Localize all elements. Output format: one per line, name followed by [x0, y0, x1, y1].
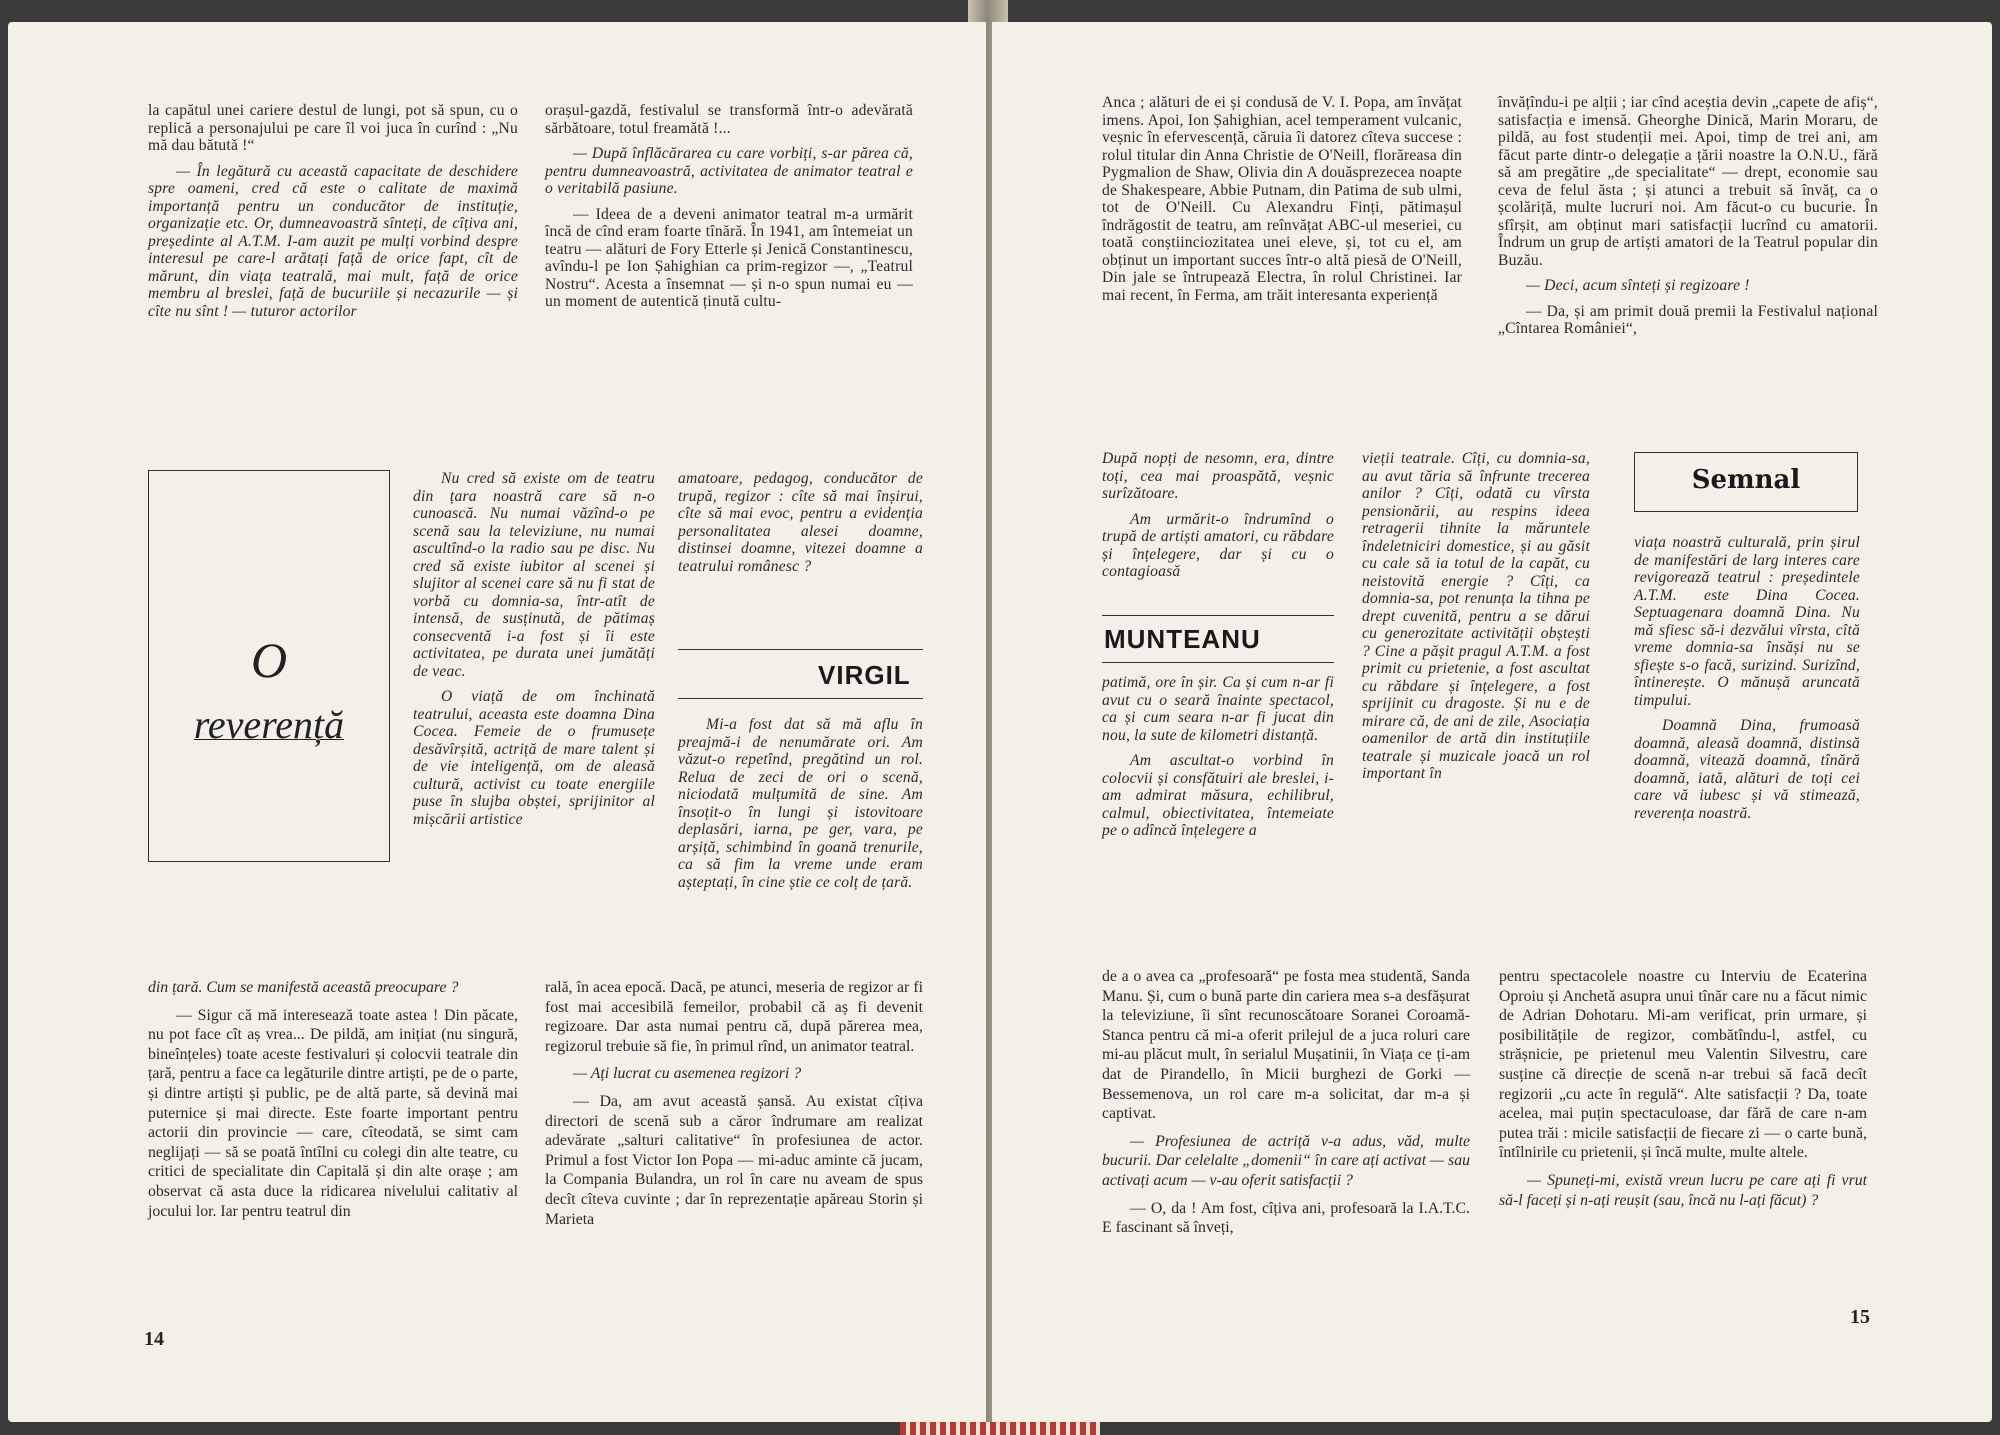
divider: [1102, 615, 1334, 616]
author-first-name: VIRGIL: [818, 660, 911, 690]
paragraph: Doamnă Dina, frumoasă doamnă, aleasă doamnă, distinsă doamnă, vitează doamnă, tînără doamnă, iată, alături de toți cei care vă iubesc și vă stimează, reverența noastră.: [1634, 717, 1860, 822]
right-top-column-1: [1102, 94, 1462, 312]
paragraph: — O, da ! Am fost, cîțiva ani, profesoară la I.A.T.C. E fascinant să înveți,: [1102, 1199, 1470, 1237]
left-top-column-2: [545, 102, 913, 319]
feature-column-1: [413, 470, 655, 836]
page-number: 15: [1850, 1306, 1870, 1328]
left-bottom-column-1: [148, 978, 518, 1229]
question: — Spuneți-mi, există vreun lucru pe care ați fi vrut să-l faceți și n-ați reușit (sau, încă nu l-ați făcut) ?: [1499, 1171, 1867, 1209]
paragraph: de a o avea ca „profesoară“ pe fosta mea studentă, Sanda Manu. Și, cum o bună parte din cariera mea s-a desfășurat la televiziune, îi sînt recunoscătoare Soranei Coroamă-Stanca pentru că mi-a oferit prilejul de a juca roluri care mi-au plăcut mult, în serialul Mușatinii, în Viața ce ți-am dat de Pirandello, în Micii burghezi de Gorki — Bessemenova, un rol care m-a solicitat, dar m-a și captivat.: [1102, 968, 1470, 1123]
left-top-column-1: [148, 102, 518, 328]
paragraph: pentru spectacolele noastre cu Interviu de Ecaterina Oproiu și Anchetă asupra unui tînăr care nu a făcut nimic de Adrian Dohotaru. Mi-am verificat, prin urmare, și posibilitățile de regizor, combătîndu-l, astfel, cu strășnicie, pe prietenul meu Valentin Silvestru, care susține că direcție de scenă n-ar trebui să facă decît regizorii „cu acte în regulă“. Alte satisfacții ? Da, toate acelea, mai puțin spectaculoase, dar fără de care n-am putea trăi : micile satisfacții de fiecare zi — o carte bună, întîlnirile cu prietenii, și încă multe, multe altele.: [1499, 968, 1867, 1162]
bookmark-ribbon: [900, 1422, 1100, 1435]
paragraph: — Da, am avut această șansă. Au existat cîțiva directori de scenă sub a căror îndrumare am realizat adevărate „salturi calitative“ în profesiunea de actor. Primul a fost Victor Ion Popa — mi-aduc aminte că jucam, la Compania Bulandra, un rol în care nu aveam de spus decît cîteva cuvinte ; dar în reprezentație apăreau Storin și Marieta: [545, 1092, 923, 1228]
feature-column-2: [678, 470, 923, 583]
paragraph: patimă, ore în șir. Ca și cum n-ar fi avut cu o seară înainte spectacol, ca și cum seara n-ar fi jucat din nou, la sute de kilometri distanță.: [1102, 674, 1334, 744]
author-last-name: MUNTEANU: [1104, 624, 1261, 654]
paragraph: Mi-a fost dat să mă aflu în preajmă-i de nenumărate ori. Am văzut-o repetînd, pregătind un rol. Relua de zeci de ori o scenă, niciodată mulțumită de sine. Am însoțit-o în lungi și istovitoare deplasări, iarna, pe ger, vara, pe arșiță, schimbind în goană trenurile, ca să fim la vreme unde eram așteptați, în cine știe ce colț de țară.: [678, 716, 923, 891]
question: din țară. Cum se manifestă această preocupare ?: [148, 979, 459, 996]
paragraph: vieții teatrale. Cîți, cu domnia-sa, au avut tăria să înfrunte trecerea anilor ? Cîți, odată cu vîrsta pensionării, au respins ideea retragerii tihnite la măruntele îndeletniciri domestice, și au găsit cu cale să ia totul de la capăt, cu neistovită energie ? Cîți, ca domnia-sa, pot renunța la tihna pe drept cuvenită, pentru a se dărui cu generozitate activității obștești ? Cine a pășit pragul A.T.M. a fost primit cu prietenie, a fost ascultat cu răbdare și înțelegere, a fost sprijinit cu dragoste. Și nu e de mirare că, de ani de zile, Asociația oamenilor de artă din instituțiile teatrale și muzicale joacă un rol important în: [1362, 450, 1590, 782]
paragraph: O viață de om închinată teatrului, aceasta este doamna Dina Cocea. Femeie de o frumusețe desăvîrșită, actriță de mare talent și de vie inteligență, om de aleasă cultură, activist cu toate energiile puse în slujba obștei, sprijinitor al mișcării artistice: [413, 688, 655, 828]
left-page: [8, 22, 986, 1422]
left-bottom-column-2: [545, 978, 923, 1237]
paragraph: După nopți de nesomn, era, dintre toți, cea mai proaspătă, veșnic surîzătoare.: [1102, 450, 1334, 502]
page-number: 14: [144, 1328, 164, 1350]
feature-column-1b: [1102, 674, 1334, 848]
paragraph: viața noastră culturală, prin șirul de manifestări de larg interes care revigorează teatrul : președintele A.T.M. este Dina Cocea. Septuagenara doamnă Dina. Nu mă sfiesc să-i dezvălui vîrsta, cîtă vreme domnia-sa însăși nu se sfiește s-o facă, surizind. Surizînd, întinerește. O mănușă aruncată timpului.: [1634, 534, 1860, 709]
question: — După înflăcărarea cu care vorbiți, s-ar părea că, pentru dumneavoastră, activitatea de animator teatral e o veritabilă pasiune.: [545, 145, 913, 197]
divider: [678, 698, 923, 699]
paragraph: Am urmărit-o îndrumînd o trupă de artiști amatori, cu răbdare și înțelegere, dar și cu o contagioasă: [1102, 510, 1334, 580]
right-bottom-column-2: [1499, 967, 1867, 1218]
paragraph: amatoare, pedagog, conducător de trupă, regizor : cîte să mai înșirui, cîte să mai evoc, pentru a evidenția personalitatea alesei doamne, distinsei doamne, vitezei doamne a teatrului românesc ?: [678, 470, 923, 575]
article-title-reverenta: reverență: [193, 702, 345, 747]
divider: [1102, 662, 1334, 663]
paragraph: învățîndu-i pe alții ; iar cînd aceștia devin „capete de afiș“, satisfacția e imensă. Gheorghe Dinică, Marin Moraru, de pildă, au fost studenții mei. Apoi, timp de trei ani, am făcut parte dintr-o delegație a țării noastre la O.N.U., fără să am pregătire „de specialitate“ — drept, economie sau ceva de felul ăsta ; și atunci a trebuit să învăț, ca o școlăriță, multe lucruri noi. Am făcut-o cu bucurie. În sfîrșit, am obținut mari satisfacții lucrînd cu amatorii. Îndrum un grup de artiști amatori de la Teatrul popular din Buzău.: [1498, 94, 1878, 269]
right-top-column-2: [1498, 94, 1878, 346]
paragraph: rală, în acea epocă. Dacă, pe atunci, meseria de regizor ar fi fost mai accesibilă femeilor, probabil că aș fi devenit regizoare. Dar asta numai pentru că, după părerea mea, regizorul trebuie să fie, în primul rînd, un animator teatral.: [545, 979, 923, 1055]
paragraph: — Da, și am primit două premii la Festivalul național „Cîntarea României“,: [1498, 302, 1878, 337]
paragraph: Am ascultat-o vorbind în colocvii și consfătuiri ale breslei, i-am admirat măsura, echilibrul, calmul, obiectivitatea, întemeiate pe o adîncă înțelegere a: [1102, 752, 1334, 839]
feature-column-2b: [678, 716, 923, 899]
paragraph: la capătul unei cariere destul de lungi, pot să spun, cu o replică a personajului pe care îl voi juca în curînd : „Nu mă dau bătută !“: [148, 102, 518, 154]
paragraph: Nu cred să existe om de teatru din țara noastră care să n-o cunoască. Nu numai văzînd-o pe scenă sau la televiziune, nu numai ascultînd-o la radio sau pe disc. Nu cred să existe iubitor al scenei și slujitor al scenei care să nu fi stat de vorbă cu domnia-sa, într-atît de intensă, de susținută, de pătimaș consecventă i-a fost și îi este activitatea, pe durata unei jumătăți de veac.: [413, 470, 655, 680]
article-title-o: O: [250, 632, 288, 688]
question: — Profesiunea de actriță v-a adus, văd, multe bucurii. Dar celelalte „domenii“ în care ați activat — sau activați acum — v-au oferit satisfacții ?: [1102, 1132, 1470, 1189]
question: — În legătură cu această capacitate de deschidere spre oameni, cred că este o calitate de maximă importanță pentru un conducător de instituție, organizație etc. Or, dumneavoastră sînteți, de cîțiva ani, președinte al A.T.M. I-am auzit pe mulți vorbind despre interesul pe care-l arătați față de orice fapt, cît de mărunt, din viața teatrală, mai mult, față de orice membru al breslei, față de bucuriile și necazurile — și cîte nu sînt ! — tuturor actorilor: [148, 162, 518, 320]
semnal-column: [1634, 534, 1860, 830]
question: — Deci, acum sînteți și regizoare !: [1526, 277, 1750, 294]
paragraph: Anca ; alături de ei și condusă de V. I. Popa, am învățat imens. Apoi, Ion Șahighian, acel temperament vulcanic, veșnic în efervescență, căruia îi datorez cîteva succese : rolul titular din Anna Christie de O'Neill, florăreasa din Pygmalion de Shaw, Olivia din A douăsprezecea noapte de Shakespeare, Abbie Putnam, din Patima de sub ulmi, tot de O'Neill. Cu Alexandru Finți, pătimașul îndrăgostit de teatru, am reînvățat ABC-ul meseriei, cu toată conștiinciozitatea unei eleve, și, tot cu el, am obținut un important succes într-o altă piesă de O'Neill, Din jale se întrupează Electra, în rolul Christinei. Iar mai recent, în Ferma, am trăit interesanta experiență: [1102, 94, 1462, 304]
paragraph: orașul-gazdă, festivalul se transformă într-o adevărată sărbătoare, totul freamătă !...: [545, 102, 913, 137]
paragraph: — Ideea de a deveni animator teatral m-a urmărit încă de cînd eram foarte tînără. În 1941, am întemeiat un teatru — alături de Fory Etterle și Jenică Constantinescu, avîndu-l pe Ion Șahighian ca prim-regizor —, „Teatrul Nostru“. Acesta a însemnat — și n-o spun numai eu — un moment de autentică ținută cultu-: [545, 205, 913, 310]
question: — Ați lucrat cu asemenea regizori ?: [573, 1065, 802, 1083]
title-box: [148, 470, 390, 862]
right-bottom-column-1: [1102, 967, 1470, 1246]
divider: [678, 649, 923, 650]
semnal-title: Semnal: [1691, 465, 1801, 495]
feature-column-2: [1362, 450, 1590, 791]
semnal-box: [1634, 452, 1858, 512]
feature-column-1: [1102, 450, 1334, 589]
paragraph: — Sigur că mă interesează toate astea ! Din păcate, nu pot face cît aș vrea... De pildă, am inițiat (nu singură, bineînțeles) toate aceste festivaluri și colocvii teatrale din țară, pentru a face ca legăturile dintre artiști, pe de o parte, și dintre artiști și public, pe de altă parte, să devină mai puternice și mai directe. Este foarte important pentru actorii din provincie — care, cîteodată, se simt cam neglijați — să se poată întîlni cu colegi din alte teatre, cu critici de specialitate din Capitală și din alte orașe ; am observat că asta duce la ridicarea nivelului calitativ al jocului lor. Iar pentru teatrul din: [148, 1006, 518, 1220]
right-page: [992, 22, 1992, 1422]
